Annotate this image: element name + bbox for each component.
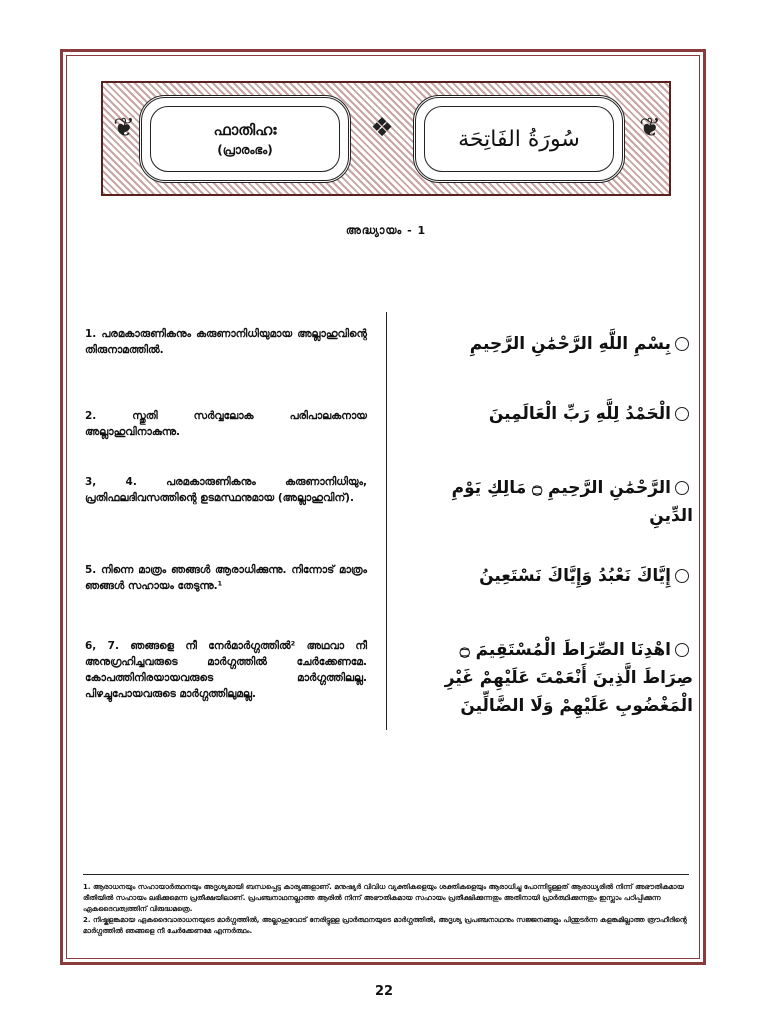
column-divider: [386, 312, 387, 730]
ornament-center-icon: ❖: [370, 113, 394, 143]
verse-translation-2: 2. സ്തുതി സർവ്വലോക പരിപാലകനായ അല്ലാഹുവിനാകുന്നു.: [85, 410, 367, 438]
footnote-rule: [83, 874, 689, 875]
page-number: 22: [374, 984, 394, 999]
cartouche-inner-border: [150, 106, 340, 172]
verse-arabic-3-4: [413, 474, 693, 530]
verse-end-marker-icon: [675, 569, 689, 583]
verse-arabic-text: بِسْمِ اللَّهِ الرَّحْمَٰنِ الرَّحِيمِ: [469, 334, 671, 354]
ornament-right-icon: ❦: [639, 113, 661, 143]
verse-arabic-text: اهْدِنَا الصِّرَاطَ الْمُسْتَقِيمَ ۝ صِرَاطَ الَّذِينَ أَنْعَمْتَ عَلَيْهِمْ غَيْرِ الْمَغْضُوبِ عَلَيْهِمْ وَلَا الضَّالِّينَ: [444, 640, 693, 716]
footnote-2: 2. നിഷ്കളങ്കമായ ഏകദൈവാരാധനയുടെ മാർഗ്ഗത്തിൽ, അല്ലാഹുവോട് നേരിട്ടുള്ള പ്രാർത്ഥനയുടെ മാർഗ്ഗത്തിൽ, അദൃശ്യ പ്രപഞ്ചനാഥനും സജ്ജനങ്ങളും പിന്തുടർന്ന കളങ്കമില്ലാത്ത ത്രൗഹീദിന്റെ മാർഗ്ഗത്തിൽ ഞങ്ങളെ നീ ചേർക്കേണമേ എന്നർത്ഥം.: [83, 916, 687, 935]
arabic-title-cartouche: [413, 95, 625, 183]
malayalam-title-cartouche: [139, 95, 351, 183]
verse-arabic-5: [413, 562, 693, 590]
verse-arabic-2: [413, 400, 693, 428]
chapter-label: അദ്ധ്യായം - 1: [345, 224, 427, 237]
verse-arabic-1: [413, 330, 693, 358]
verse-translation-1: 1. പരമകാരുണികനും കരുണാനിധിയുമായ അല്ലാഹുവിന്റെ തിരുനാമത്തിൽ.: [85, 328, 367, 356]
verse-translation-6-7: 6, 7. ഞങ്ങളെ നീ നേർമാർഗ്ഗത്തിൽ² അഥവാ നീ അനുഗ്രഹിച്ചവരുടെ മാർഗ്ഗത്തിൽ ചേർക്കേണമേ. കോപത്തിനിരയായവരുടെ മാർഗ്ഗത്തിലല്ല. പിഴച്ചുപോയവരുടെ മാർഗ്ഗത്തിലുമല്ല.: [85, 640, 367, 700]
surah-title-arabic: سُورَةُ الفَاتِحَة: [458, 126, 580, 152]
surah-subtitle-malayalam: (പ്രാരംഭം): [217, 142, 273, 157]
surah-header-banner: [101, 81, 671, 196]
footnotes: [83, 882, 689, 937]
footnote-1: 1. ആരാധനയും സഹായാർത്ഥനയും അദൃശ്യമായി ബന്ധപ്പെട്ട കാര്യങ്ങളാണ്. മനുഷ്യർ വിവിധ വ്യക്തികളെയും ശക്തികളെയും ആരാധിച്ചു പോന്നിട്ടുള്ളത് ആരാധ്യരിൽ നിന്ന് അഭൗതികമായ രീതിയിൽ സഹായം ലഭിക്കുമെന്ന പ്രതീക്ഷയിലാണ്. പ്രപഞ്ചനാഥനല്ലാത്ത ആരിൽ നിന്ന് അഭൗതികമായ സഹായം പ്രതീക്ഷിക്കുന്നതും അതിനായി പ്രാർത്ഥിക്കുന്നതും ഇസ്ലാം പഠിപ്പിക്കുന്ന ഏകദൈവത്വത്തിന് വിരുദ്ധമത്രെ.: [83, 883, 684, 913]
page-frame: [60, 49, 706, 965]
surah-title-malayalam: ഫാതിഹഃ: [213, 120, 277, 139]
verse-translation-3-4: 3, 4. പരമകാരുണികനും കരുണാനിധിയും, പ്രതിഫലദിവസത്തിന്റെ ഉടമസ്ഥനുമായ (അല്ലാഹുവിന്).: [85, 476, 367, 504]
verse-arabic-text: الْحَمْدُ لِلَّهِ رَبِّ الْعَالَمِينَ: [488, 404, 671, 424]
verse-end-marker-icon: [675, 481, 689, 495]
ornament-left-icon: ❦: [113, 113, 135, 143]
verse-end-marker-icon: [675, 407, 689, 421]
verse-translation-5: 5. നിന്നെ മാത്രം ഞങ്ങൾ ആരാധിക്കുന്നു. നിന്നോട് മാത്രം ഞങ്ങൾ സഹായം തേടുന്നു.¹: [85, 564, 367, 592]
verse-end-marker-icon: [675, 337, 689, 351]
verse-arabic-text: الرَّحْمَٰنِ الرَّحِيمِ ۝ مَالِكِ يَوْمِ الدِّينِ: [451, 478, 693, 526]
verse-end-marker-icon: [675, 643, 689, 657]
verse-arabic-text: إِيَّاكَ نَعْبُدُ وَإِيَّاكَ نَسْتَعِينُ: [479, 566, 671, 586]
verse-arabic-6-7: [413, 636, 693, 720]
